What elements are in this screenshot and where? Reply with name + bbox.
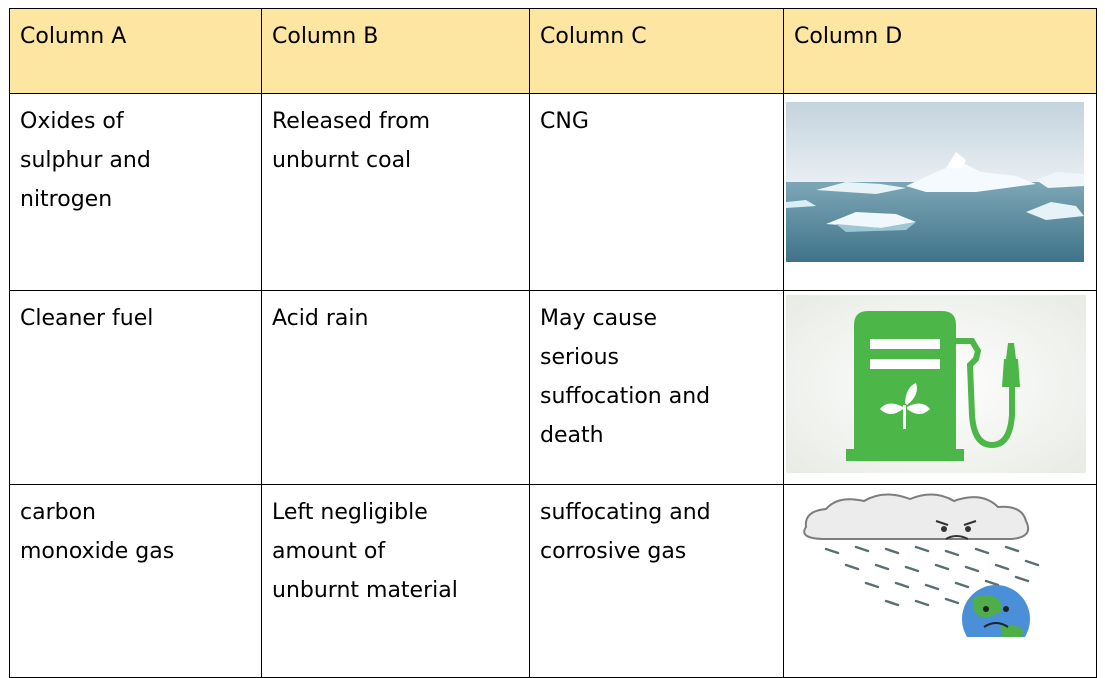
acid-rain-cloud-earth-image xyxy=(786,487,1086,637)
cell-column-d xyxy=(784,485,1097,678)
table-row xyxy=(10,94,1097,291)
cell-column-d xyxy=(784,291,1097,485)
cell-column-b: Left negligible amount of unburnt material xyxy=(262,485,530,678)
header-column-c: Column C xyxy=(530,9,784,94)
header-column-a: Column A xyxy=(10,9,262,94)
header-column-b: Column B xyxy=(262,9,530,94)
cell-column-b: Released from unburnt coal xyxy=(262,94,530,291)
cell-column-a: Cleaner fuel xyxy=(10,291,262,485)
table-row xyxy=(10,291,1097,485)
cell-column-c: suffocating and corrosive gas xyxy=(530,485,784,678)
green-fuel-pump-icon xyxy=(786,295,1086,473)
cell-column-a: carbon monoxide gas xyxy=(10,485,262,678)
header-column-d: Column D xyxy=(784,9,1097,94)
match-the-columns-table xyxy=(9,8,1097,678)
cell-column-a: Oxides of sulphur and nitrogen xyxy=(10,94,262,291)
cell-column-c: CNG xyxy=(530,94,784,291)
cell-column-d xyxy=(784,94,1097,291)
table-row xyxy=(10,485,1097,678)
cell-column-b: Acid rain xyxy=(262,291,530,485)
header-row xyxy=(10,9,1097,94)
cell-column-c: May cause serious suffocation and death xyxy=(530,291,784,485)
melting-icebergs-image xyxy=(786,102,1084,262)
